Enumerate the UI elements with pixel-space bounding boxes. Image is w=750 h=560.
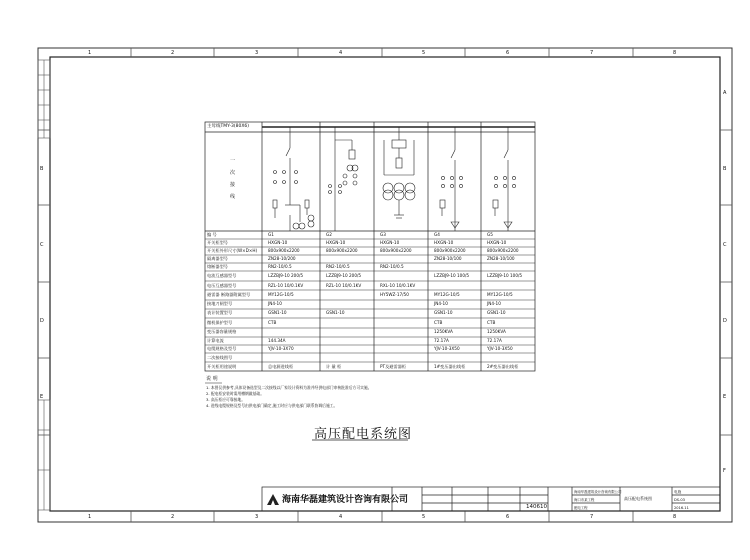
row-label-e-left: E xyxy=(40,394,44,400)
table-cell: MY12G-10/5 xyxy=(268,292,294,297)
table-cell: CTB xyxy=(268,320,277,325)
table-row-label: 表计装置型号 xyxy=(207,310,233,315)
table-cell: LZZBJ9-10 200/5 xyxy=(326,273,362,278)
table-cell: G2 xyxy=(326,232,332,237)
table-row-label: 编 号 xyxy=(207,232,217,237)
table-cell: JN4-10 xyxy=(487,301,501,306)
company-logo-icon xyxy=(267,494,279,505)
tb-company-small: 海南华磊建筑设计咨询有限公司 xyxy=(574,490,622,494)
table-cell: G3 xyxy=(380,232,386,237)
table-cell: CTB xyxy=(487,320,496,325)
table-cell: HXGN-10 xyxy=(380,240,400,245)
col-label-7: 7 xyxy=(590,50,594,56)
table-cell: HY5WZ-17/50 xyxy=(380,292,409,297)
table-cell: 2#变压器出线柜 xyxy=(487,364,519,369)
table-row-label: 开关柜型号 xyxy=(207,240,228,245)
table-row-label: 二次接线图号 xyxy=(207,355,233,360)
table-cell: 800x900x2200 xyxy=(434,248,466,253)
table-cell: LZZBJ9-10 100/5 xyxy=(434,273,470,278)
table-cell: 1250KVA xyxy=(487,329,506,334)
table-cell: 800x900x2200 xyxy=(326,248,358,253)
table-cell: 72.17A xyxy=(434,338,449,343)
row-label-c-left: C xyxy=(40,242,44,248)
table-cell: 800x900x2200 xyxy=(487,248,519,253)
table-cell: MY12G-10/5 xyxy=(434,292,460,297)
col-label-4: 4 xyxy=(339,50,343,56)
table-cell: MY12G-10/5 xyxy=(487,292,513,297)
table-cell: 总电源进线柜 xyxy=(268,364,294,369)
table-row-label: 变压器容量规格 xyxy=(207,329,237,334)
table-cell: JN4-10 xyxy=(268,301,282,306)
table-cell: PT及避雷器柜 xyxy=(380,364,407,369)
table-cell: JN4-10 xyxy=(434,301,448,306)
col-label-1: 1 xyxy=(88,50,92,56)
row-label-f: F xyxy=(723,468,726,474)
table-row-label: 电流互感器型号 xyxy=(207,273,237,278)
row-label-a: A xyxy=(723,90,727,96)
table-cell: 1#变压器出线柜 xyxy=(434,364,466,369)
drawing-name: 高压配电系统图 xyxy=(624,496,652,501)
row-label-b: B xyxy=(723,166,727,172)
table-row-label: 接地刀闸型号 xyxy=(207,301,233,306)
diagram-title: 高压配电系统图 xyxy=(314,427,413,442)
table-row-label: 电压互感器型号 xyxy=(207,283,237,288)
note-3: 3. 高压柜应可靠接地。 xyxy=(206,397,246,402)
drawing-number: DS-03 xyxy=(674,498,685,502)
col-label-5: 5 xyxy=(422,50,426,56)
col-label-4-bottom: 4 xyxy=(339,514,343,520)
table-cell: ZN28-10/100 xyxy=(434,256,462,261)
table-cell: RN2-10/0.5 xyxy=(380,264,404,269)
table-row-label: 隔离器型号 xyxy=(207,256,228,261)
table-row-label: 开关柜用途说明 xyxy=(207,364,237,369)
row-label-e: E xyxy=(723,394,727,400)
table-cell: 72.17A xyxy=(487,338,502,343)
col-label-8-bottom: 8 xyxy=(673,514,677,520)
busbar-label: 主母线TMY-3(80X6) xyxy=(207,124,250,129)
table-cell: RZL-10 10/0.1KV xyxy=(268,283,304,288)
table-cell: RN2-10/0.5 xyxy=(268,264,292,269)
drawing-type: 电施 xyxy=(674,490,682,494)
table-cell: YJV-10-3X50 xyxy=(434,346,460,351)
table-row-label: 避雷器 断路器附属型号 xyxy=(207,292,251,297)
tb-project-name: 海口市某工程 xyxy=(574,498,595,502)
table-cell: YJV-10-3X50 xyxy=(487,346,513,351)
notes-title: 说 明 xyxy=(206,376,218,382)
table-row-label: 开关柜外形尺寸(W×D×H) xyxy=(207,248,258,253)
table-cell: 800x900x2200 xyxy=(380,248,412,253)
note-2: 2. 配电柜安装时需用槽钢做基础。 xyxy=(206,391,264,396)
table-cell: YJV-10-3X70 xyxy=(268,346,294,351)
table-cell: HXGN-10 xyxy=(268,240,288,245)
table-cell: G4 xyxy=(434,232,440,237)
drawing-date: 2016.11 xyxy=(674,506,689,510)
col-label-1-bottom: 1 xyxy=(88,514,92,520)
col-label-2-bottom: 2 xyxy=(171,514,175,520)
tb-project-sub: 配电工程 xyxy=(574,506,588,510)
col-label-3-bottom: 3 xyxy=(255,514,259,520)
company-name: 海南华磊建筑设计咨询有限公司 xyxy=(282,495,409,505)
col-label-3: 3 xyxy=(255,50,259,56)
table-cell: G1 xyxy=(268,232,274,237)
table-cell: ZN28-10/200 xyxy=(268,256,296,261)
table-cell: 1250KVA xyxy=(434,329,453,334)
primary-wiring-label-4: 线 xyxy=(230,194,236,200)
table-row-label: 计算电流 xyxy=(207,338,224,343)
col-label-6: 6 xyxy=(506,50,510,56)
table-cell: CTB xyxy=(434,320,443,325)
col-label-2: 2 xyxy=(171,50,175,56)
table-cell: RZL-10 10/0.1KV xyxy=(326,283,362,288)
table-cell: 800x900x2200 xyxy=(268,248,300,253)
table-cell: 计 量 柜 xyxy=(326,364,342,369)
certificate-number: 140610 xyxy=(526,504,547,510)
table-cell: HXGN-10 xyxy=(434,240,454,245)
table-cell: HXGN-10 xyxy=(487,240,507,245)
row-label-c: C xyxy=(723,242,727,248)
table-cell: HXGN-10 xyxy=(326,240,346,245)
table-cell: RXL-10 10/0.1KV xyxy=(380,283,416,288)
table-cell: ZN28-10/100 xyxy=(487,256,515,261)
table-cell: 144.34A xyxy=(268,338,286,343)
row-label-b-left: B xyxy=(40,166,44,172)
primary-wiring-label-3: 接 xyxy=(230,182,236,188)
col-label-8: 8 xyxy=(673,50,677,56)
note-4: 4. 进线电缆规格及型号由供电部门确定,施工时应与供电部门联系协调后施工。 xyxy=(206,403,338,408)
note-1: 1. 本图仅供参考,具体设备选型及二次接线以厂家设计资料为准并经供电部门审核批准后方可实施。 xyxy=(206,385,372,390)
primary-wiring-label-2: 次 xyxy=(230,170,236,176)
row-label-d-left: D xyxy=(40,318,44,324)
primary-wiring-label-1: 一 xyxy=(230,158,236,164)
table-cell: GSN1-10 xyxy=(326,310,345,315)
table-cell: GSN1-10 xyxy=(268,310,287,315)
table-cell: RN2-10/0.5 xyxy=(326,264,350,269)
table-row-label: 电缆规格及型号 xyxy=(207,346,237,351)
table-cell: GSN1-10 xyxy=(434,310,453,315)
row-label-d: D xyxy=(723,318,727,324)
col-label-7-bottom: 7 xyxy=(590,514,594,520)
col-label-6-bottom: 6 xyxy=(506,514,510,520)
table-cell: GSN1-10 xyxy=(487,310,506,315)
table-row-label: 微机保护型号 xyxy=(207,320,233,325)
table-cell: G5 xyxy=(487,232,493,237)
col-label-5-bottom: 5 xyxy=(422,514,426,520)
table-cell: LZZBJ9-10 200/5 xyxy=(268,273,304,278)
table-cell: LZZBJ9-10 100/5 xyxy=(487,273,523,278)
table-row-label: 熔断器型号 xyxy=(207,264,228,269)
